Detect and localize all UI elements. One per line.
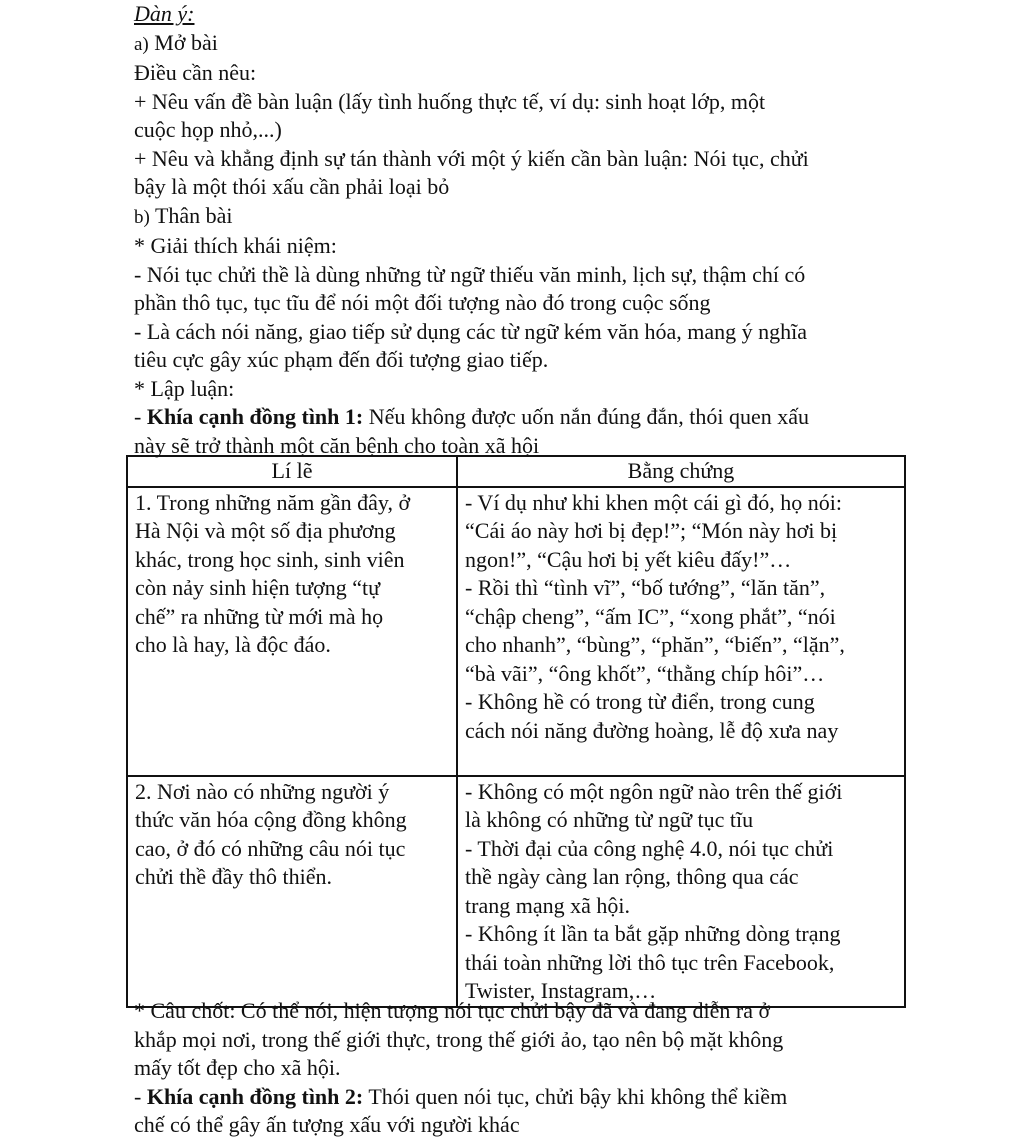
evidence-line: “Cái áo này hơi bị đẹp!”; “Món này hơi bị [465, 518, 838, 543]
evidence-line: - Rồi thì “tình vĩ”, “bố tướng”, “lăn tăn”, [465, 575, 826, 600]
section-b-title: Thân bài [154, 202, 233, 228]
evidence-line: - Ví dụ như khi khen một cái gì đó, họ nói: [465, 489, 842, 515]
explain-label: * Giải thích khái niệm: [134, 233, 337, 258]
evidence-line: cách nói năng đường hoàng, lễ độ xưa nay [465, 717, 839, 743]
reason-line: chế” ra những từ mới mà họ [135, 603, 384, 629]
evidence-line: ngon!”, “Cậu hơi bị yết kiêu đấy!”… [465, 546, 792, 572]
argument-label: * Lập luận: [134, 375, 235, 401]
section-a-heading [134, 29, 904, 60]
reason-cell [127, 776, 457, 1007]
key-line1: * Câu chốt: Có thể nói, hiện tượng nói tục chửi bậy đã và đang diễn ra ở [134, 998, 771, 1023]
argument-table [126, 455, 906, 1008]
section-b-prefix: b) [134, 206, 150, 228]
explain2-line2: tiêu cực gây xúc phạm đến đối tượng giao tiếp. [134, 347, 549, 372]
evidence-line: cho nhanh”, “bùng”, “phăn”, “biến”, “lặn”, [465, 632, 845, 657]
intro-point2-line1: + Nêu và khẳng định sự tán thành với một ý kiến cần bàn luận: Nói tục, chửi [134, 145, 809, 171]
evidence-line: trang mạng xã hội. [465, 892, 630, 918]
table-row [127, 487, 905, 776]
header-evidence: Bằng chứng [457, 456, 905, 487]
table-row [127, 776, 905, 1007]
explain1-line2: phần thô tục, tục tĩu để nói một đối tượng nào đó trong cuộc sống [134, 290, 711, 315]
evidence-line: - Thời đại của công nghệ 4.0, nói tục chửi [465, 835, 834, 861]
aspect2-rest: Thói quen nói tục, chửi bậy khi không thể kiềm [363, 1083, 788, 1109]
aspect2-line1: - Khía cạnh đồng tình 2: Thói quen nói tục, chửi bậy khi không thể kiềm [134, 1083, 788, 1109]
reason-line: khác, trong học sinh, sinh viên [135, 546, 405, 572]
evidence-line: là không có những từ ngữ tục tĩu [465, 807, 754, 832]
evidence-line: “bà vãi”, “ông khốt”, “thằng chíp hôi”… [465, 660, 825, 686]
aspect1-bold: Khía cạnh đồng tình 1: [146, 404, 364, 429]
reason-cell [127, 487, 457, 776]
intro-point2-line2: bậy là một thói xấu cần phải loại bỏ [134, 174, 450, 199]
need-label: Điều cần nêu: [134, 60, 257, 85]
key-line2: khắp mọi nơi, trong thế giới thực, trong thế giới ảo, tạo nên bộ mặt không [134, 1026, 784, 1052]
table-header-row [127, 456, 905, 487]
section-a-prefix: a) [134, 33, 149, 55]
reason-line: Hà Nội và một số địa phương [135, 518, 396, 543]
key-line3: mấy tốt đẹp cho xã hội. [134, 1055, 341, 1080]
evidence-cell [457, 776, 905, 1007]
outline-heading: Dàn ý: [134, 1, 195, 26]
reason-line: 1. Trong những năm gần đây, ở [135, 489, 411, 515]
evidence-line: - Không hề có trong từ điển, trong cung [465, 689, 815, 714]
aspect1-line1: - Khía cạnh đồng tình 1: Nếu không được uốn nắn đúng đắn, thói quen xấu [134, 404, 809, 429]
reason-line: 2. Nơi nào có những người ý [135, 778, 390, 804]
reason-line: cho là hay, là độc đáo. [135, 632, 331, 657]
reason-line: thức văn hóa cộng đồng không [135, 807, 407, 832]
section-b-heading [134, 202, 904, 233]
aspect1-line2: này sẽ trở thành một căn bệnh cho toàn xã hội [134, 432, 540, 458]
explain1-line1: - Nói tục chửi thề là dùng những từ ngữ thiếu văn minh, lịch sự, thậm chí có [134, 261, 806, 287]
section-a-title: Mở bài [154, 29, 218, 55]
evidence-cell [457, 487, 905, 776]
evidence-line: Twister, Instagram,… [465, 978, 657, 1003]
reason-line: còn nảy sinh hiện tượng “tự [135, 575, 381, 600]
intro-point1-line1: + Nêu vấn đề bàn luận (lấy tình huống thực tế, ví dụ: sinh hoạt lớp, một [134, 88, 766, 114]
evidence-line: thề ngày càng lan rộng, thông qua các [465, 864, 799, 889]
evidence-line: - Không có một ngôn ngữ nào trên thế giới [465, 778, 843, 804]
reason-line: cao, ở đó có những câu nói tục [135, 835, 406, 861]
evidence-line: - Không ít lần ta bắt gặp những dòng trạng [465, 921, 841, 946]
document-body [134, 0, 904, 460]
reason-line: chửi thề đầy thô thiển. [135, 864, 333, 889]
conclusion-block [134, 997, 904, 1140]
aspect2-line2: chế có thể gây ấn tượng xấu với người khác [134, 1112, 520, 1137]
header-reason: Lí lẽ [127, 456, 457, 487]
aspect2-bold: Khía cạnh đồng tình 2: [146, 1083, 364, 1109]
explain2-line1: - Là cách nói năng, giao tiếp sử dụng các từ ngữ kém văn hóa, mang ý nghĩa [134, 318, 807, 344]
aspect1-rest: Nếu không được uốn nắn đúng đắn, thói quen xấu [363, 404, 809, 429]
evidence-line: thái toàn những lời thô tục trên Facebook, [465, 949, 835, 975]
evidence-line: “chập cheng”, “ấm IC”, “xong phắt”, “nói [465, 603, 836, 629]
intro-point1-line2: cuộc họp nhỏ,...) [134, 117, 282, 142]
